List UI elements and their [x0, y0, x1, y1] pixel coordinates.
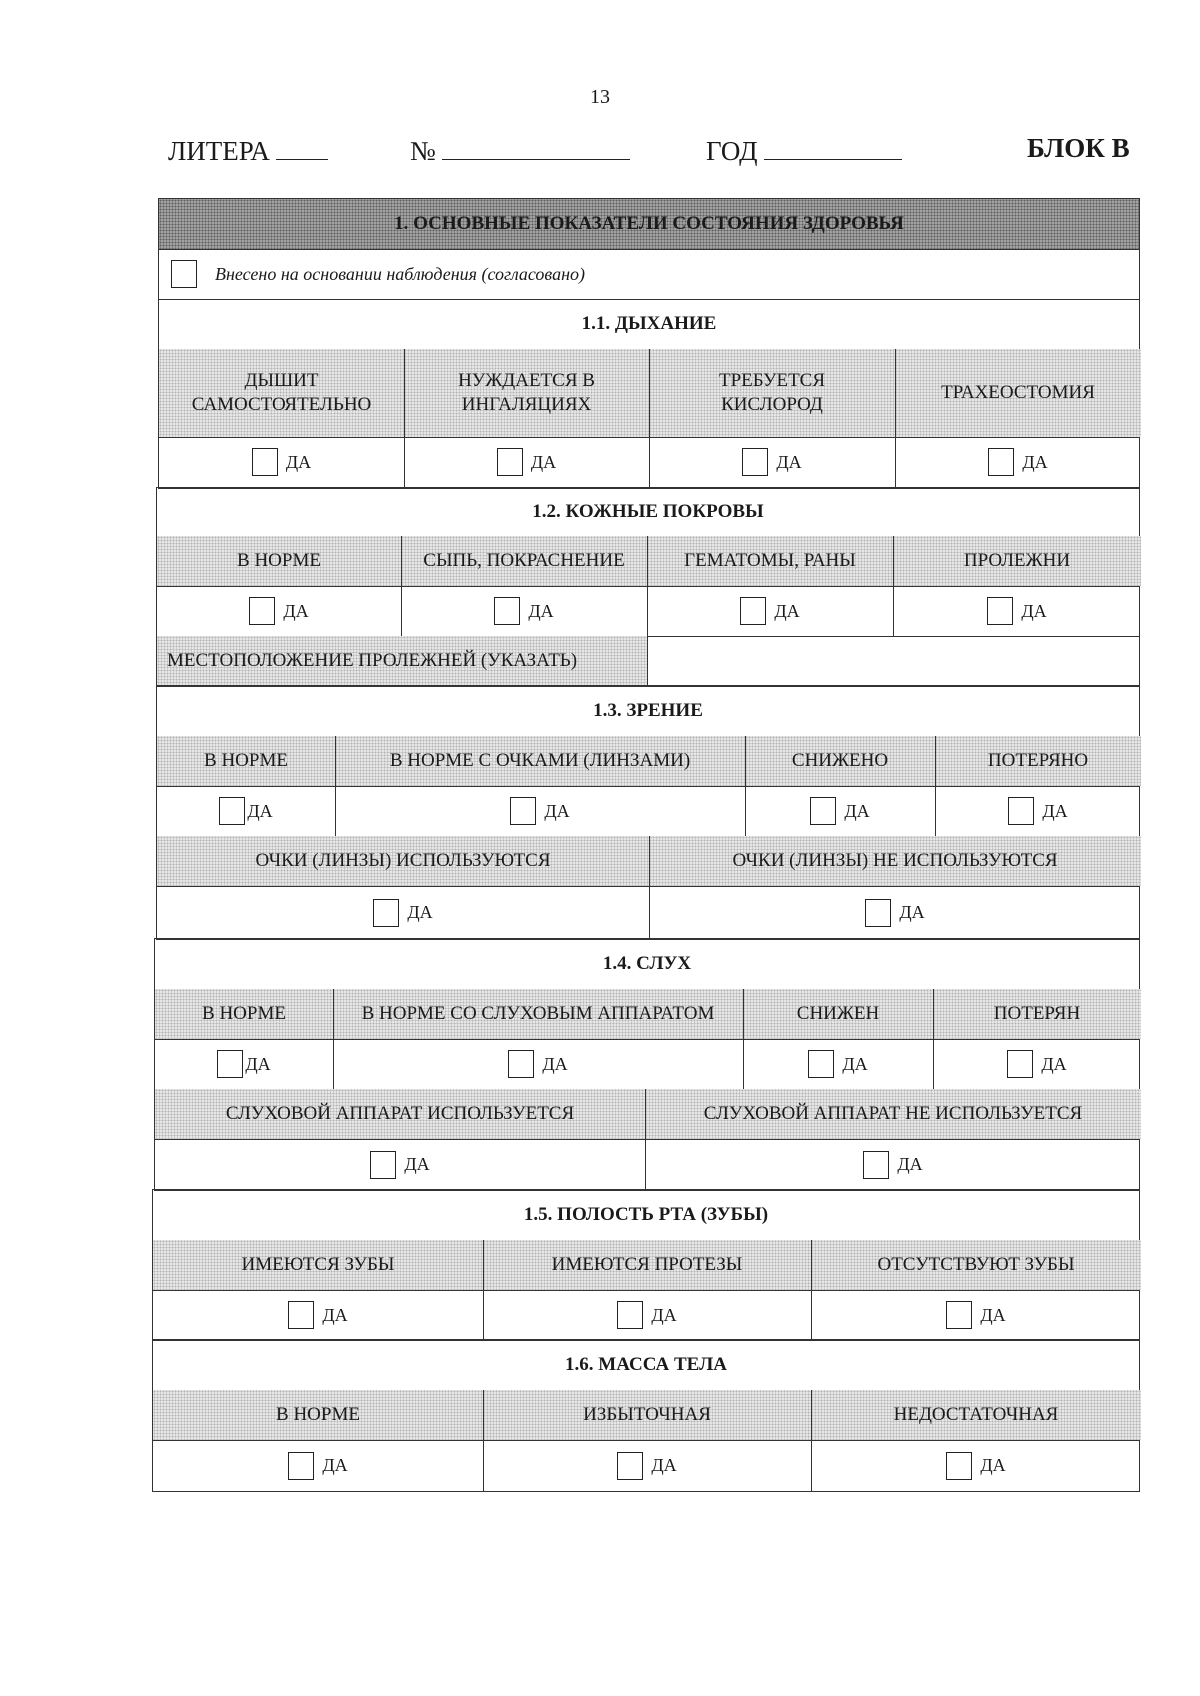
- breathing-option-3: ТРЕБУЕТСЯ КИСЛОРОД: [649, 349, 895, 437]
- yes-label: ДА: [980, 1304, 1006, 1325]
- breathing-yes-3[interactable]: [649, 437, 895, 487]
- yes-label: ДА: [542, 1053, 568, 1074]
- bedsore-location-field[interactable]: [647, 636, 1141, 686]
- vision-option-2: В НОРМЕ С ОЧКАМИ (ЛИНЗАМИ): [335, 736, 745, 786]
- hearing-aid-not-used-yes[interactable]: [645, 1139, 1141, 1190]
- mouth-yes-3[interactable]: [811, 1290, 1141, 1340]
- weight-yes-1[interactable]: [153, 1440, 483, 1491]
- skin-title: 1.2. КОЖНЫЕ ПОКРОВЫ: [532, 501, 764, 523]
- checkbox[interactable]: [510, 797, 536, 825]
- breathing-yes-4[interactable]: [895, 437, 1141, 487]
- mouth-option-2: ИМЕЮТСЯ ПРОТЕЗЫ: [483, 1240, 811, 1290]
- breathing-yes-2[interactable]: [404, 437, 649, 487]
- checkbox[interactable]: [946, 1301, 972, 1329]
- yes-label: ДА: [322, 1304, 348, 1325]
- hearing-yes-3[interactable]: [743, 1039, 933, 1089]
- hearing-yes-4[interactable]: [933, 1039, 1141, 1089]
- yes-label: ДА: [247, 800, 273, 821]
- yes-label: ДА: [528, 600, 554, 621]
- hearing-option-3: СНИЖЕН: [743, 989, 933, 1039]
- yes-label: ДА: [1041, 1053, 1067, 1074]
- skin-yes-1[interactable]: [157, 586, 401, 636]
- yes-label: ДА: [651, 1455, 677, 1476]
- page-number: 13: [590, 86, 610, 108]
- breathing-option-2: НУЖДАЕТСЯ В ИНГАЛЯЦИЯХ: [404, 349, 649, 437]
- vision-title: 1.3. ЗРЕНИЕ: [593, 700, 703, 722]
- hearing-option-2: В НОРМЕ СО СЛУХОВЫМ АППАРАТОМ: [333, 989, 743, 1039]
- glasses-not-used-label: ОЧКИ (ЛИНЗЫ) НЕ ИСПОЛЬЗУЮТСЯ: [649, 836, 1141, 886]
- weight-option-3: НЕДОСТАТОЧНАЯ: [811, 1390, 1141, 1440]
- yes-label: ДА: [285, 451, 312, 472]
- checkbox[interactable]: [988, 448, 1014, 476]
- yes-label: ДА: [776, 451, 802, 472]
- skin-option-4: ПРОЛЕЖНИ: [893, 536, 1141, 586]
- yes-label: ДА: [407, 902, 433, 923]
- year-label: ГОД: [706, 136, 758, 166]
- skin-yes-4[interactable]: [893, 586, 1141, 636]
- breathing-option-1: ДЫШИТ САМОСТОЯТЕЛЬНО: [159, 349, 404, 437]
- hearing-aid-not-used-label: СЛУХОВОЙ АППАРАТ НЕ ИСПОЛЬЗУЕТСЯ: [645, 1089, 1141, 1139]
- year-field[interactable]: [706, 133, 902, 167]
- form-header: [0, 133, 1200, 173]
- section-mouth: [152, 1189, 1140, 1341]
- block-label: БЛОК В: [1027, 133, 1130, 163]
- skin-yes-3[interactable]: [647, 586, 893, 636]
- section-weight: [152, 1339, 1140, 1492]
- observation-row[interactable]: [159, 249, 1139, 299]
- hearing-yes-1[interactable]: [155, 1039, 333, 1089]
- yes-label: ДА: [404, 1154, 430, 1175]
- section-skin: [156, 487, 1140, 687]
- skin-option-2: СЫПЬ, ПОКРАСНЕНИЕ: [401, 536, 647, 586]
- yes-label: ДА: [245, 1053, 271, 1074]
- section-hearing: [154, 938, 1140, 1191]
- weight-yes-3[interactable]: [811, 1440, 1141, 1491]
- checkbox[interactable]: [1008, 797, 1034, 825]
- weight-yes-2[interactable]: [483, 1440, 811, 1491]
- checkbox[interactable]: [370, 1151, 396, 1179]
- bedsore-location-label: МЕСТОПОЛОЖЕНИЕ ПРОЛЕЖНЕЙ (УКАЗАТЬ): [157, 636, 647, 686]
- checkbox[interactable]: [497, 448, 523, 476]
- yes-label: ДА: [651, 1304, 677, 1325]
- yes-label: ДА: [283, 600, 309, 621]
- mouth-option-1: ИМЕЮТСЯ ЗУБЫ: [153, 1240, 483, 1290]
- litera-field[interactable]: [168, 133, 328, 167]
- section-breathing-block: [158, 198, 1140, 489]
- litera-blank[interactable]: [276, 133, 328, 160]
- yes-label: ДА: [899, 902, 925, 923]
- number-blank[interactable]: [442, 133, 630, 160]
- number-field[interactable]: [410, 133, 630, 167]
- yes-label: ДА: [980, 1455, 1006, 1476]
- mouth-yes-1[interactable]: [153, 1290, 483, 1340]
- hearing-option-4: ПОТЕРЯН: [933, 989, 1141, 1039]
- checkbox[interactable]: [810, 797, 836, 825]
- checkbox[interactable]: [217, 1050, 243, 1078]
- yes-label: ДА: [1042, 800, 1068, 821]
- weight-title: 1.6. МАССА ТЕЛА: [565, 1354, 727, 1376]
- yes-label: ДА: [897, 1154, 923, 1175]
- litera-label: ЛИТЕРА: [168, 136, 270, 166]
- yes-label: ДА: [322, 1455, 348, 1476]
- yes-label: ДА: [842, 1053, 868, 1074]
- checkbox[interactable]: [288, 1452, 314, 1480]
- vision-yes-2[interactable]: [335, 786, 745, 836]
- hearing-aid-used-label: СЛУХОВОЙ АППАРАТ ИСПОЛЬЗУЕТСЯ: [155, 1089, 645, 1139]
- vision-option-4: ПОТЕРЯНО: [935, 736, 1141, 786]
- weight-option-2: ИЗБЫТОЧНАЯ: [483, 1390, 811, 1440]
- skin-option-1: В НОРМЕ: [157, 536, 401, 586]
- checkbox[interactable]: [987, 597, 1013, 625]
- hearing-option-1: В НОРМЕ: [155, 989, 333, 1039]
- mouth-yes-2[interactable]: [483, 1290, 811, 1340]
- section-vision: [156, 685, 1140, 940]
- yes-label: ДА: [844, 800, 870, 821]
- hearing-aid-used-yes[interactable]: [155, 1139, 645, 1190]
- checkbox[interactable]: [494, 597, 520, 625]
- vision-yes-4[interactable]: [935, 786, 1141, 836]
- checkbox[interactable]: [742, 448, 768, 476]
- mouth-option-3: ОТСУТСТВУЮТ ЗУБЫ: [811, 1240, 1141, 1290]
- vision-option-1: В НОРМЕ: [157, 736, 335, 786]
- breathing-title: 1.1. ДЫХАНИЕ: [581, 313, 717, 335]
- vision-yes-1[interactable]: [157, 786, 335, 836]
- year-blank[interactable]: [764, 133, 902, 160]
- checkbox[interactable]: [288, 1301, 314, 1329]
- glasses-not-used-yes[interactable]: [649, 886, 1141, 939]
- checkbox[interactable]: [508, 1050, 534, 1078]
- checkbox[interactable]: [865, 899, 891, 927]
- checkbox[interactable]: [1007, 1050, 1033, 1078]
- skin-option-3: ГЕМАТОМЫ, РАНЫ: [647, 536, 893, 586]
- vision-yes-3[interactable]: [745, 786, 935, 836]
- checkbox[interactable]: [808, 1050, 834, 1078]
- checkbox[interactable]: [946, 1452, 972, 1480]
- yes-label: ДА: [774, 600, 800, 621]
- observation-checkbox[interactable]: [171, 260, 197, 288]
- checkbox[interactable]: [249, 597, 275, 625]
- observation-note: Внесено на основании наблюдения (согласовано): [215, 263, 586, 284]
- number-label: №: [410, 136, 436, 166]
- vision-option-3: СНИЖЕНО: [745, 736, 935, 786]
- mouth-title: 1.5. ПОЛОСТЬ РТА (ЗУБЫ): [523, 1204, 769, 1226]
- checkbox[interactable]: [740, 597, 766, 625]
- yes-label: ДА: [1021, 600, 1047, 621]
- yes-label: ДА: [530, 451, 557, 472]
- glasses-used-yes[interactable]: [157, 886, 649, 939]
- checkbox[interactable]: [617, 1301, 643, 1329]
- checkbox[interactable]: [617, 1452, 643, 1480]
- hearing-title: 1.4. СЛУХ: [602, 953, 692, 975]
- yes-label: ДА: [544, 800, 570, 821]
- skin-yes-2[interactable]: [401, 586, 647, 636]
- breathing-yes-1[interactable]: [159, 437, 404, 487]
- checkbox[interactable]: [863, 1151, 889, 1179]
- weight-option-1: В НОРМЕ: [153, 1390, 483, 1440]
- section-title: 1. ОСНОВНЫЕ ПОКАЗАТЕЛИ СОСТОЯНИЯ ЗДОРОВЬЯ: [159, 199, 1139, 249]
- hearing-yes-2[interactable]: [333, 1039, 743, 1089]
- checkbox[interactable]: [219, 797, 245, 825]
- yes-label: ДА: [1022, 451, 1048, 472]
- breathing-option-4: ТРАХЕОСТОМИЯ: [895, 349, 1141, 437]
- glasses-used-label: ОЧКИ (ЛИНЗЫ) ИСПОЛЬЗУЮТСЯ: [157, 836, 649, 886]
- checkbox[interactable]: [373, 899, 399, 927]
- checkbox[interactable]: [252, 448, 278, 476]
